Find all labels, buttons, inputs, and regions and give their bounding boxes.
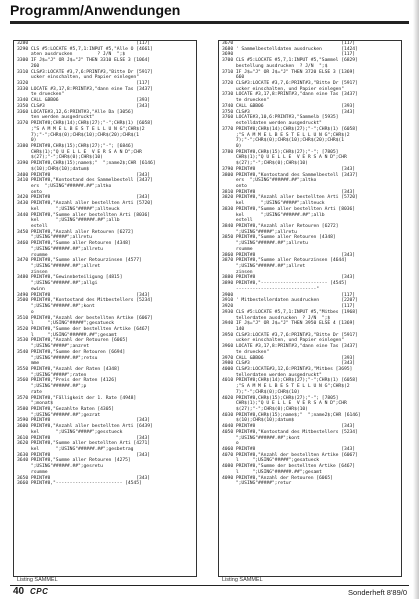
code-line: $(27);"-";CHR$(0);CHR$(10) (222, 161, 308, 167)
code-line: CHR$(1);"Q U E L L E V E R S A N D";CHR (222, 401, 347, 407)
code-line: 3490 PRINT#8 [343] (17, 292, 151, 298)
code-line: 3610 PRINT#8 [343] (17, 435, 151, 441)
code-line: 660 (222, 75, 245, 81)
code-line: 3630 PRINT#8 [343] (17, 452, 151, 458)
code-line: 3300 IF J$="J" OR J$="J" THEN 3310 ELSE 3 [1064] (17, 58, 151, 64)
code-line: 3960 LOCATE #3,17,8:PRINT#3,"dann eine Tas [3437] (222, 344, 358, 350)
code-line: ";USING"######.##";gezrat (17, 412, 101, 418)
code-line: ";USING"#####";allretu (17, 235, 92, 241)
code-line: 3580 PRINT#8,"Gezahlte Raten [4305] (17, 407, 115, 412)
code-line: 3690 [117] (222, 52, 356, 58)
page-number: 40 (13, 586, 25, 597)
code-line: $(10);CHR$(10);datum$ (222, 418, 295, 424)
code-line: 3620 PRINT#8,"Summe aller bestellten Arti [4271] (17, 441, 151, 447)
code-line: 7);"-";CHR$(0);CHR$(10) (222, 389, 300, 395)
code-line: 3350 CLS#3 [343] (17, 103, 151, 109)
code-line: 3480 PRINT#8,"Gewinnbeteiligung [4815] (17, 275, 123, 281)
listing-column-right (218, 40, 402, 577)
code-line: 4040 PRINT#8 [343] (222, 424, 356, 430)
code-line: ten werden ausgedruckt" (17, 115, 95, 121)
code-line: te druecken" (222, 98, 270, 104)
code-line: ers ";USING"######.##";altko (17, 183, 112, 189)
code-line: 3400 PRINT#8 [343] (17, 172, 151, 178)
code-line: estell (17, 224, 48, 229)
magazine-logo: CPC (30, 587, 49, 596)
code-line: $(27);"-";CHR$(0);CHR$(10) (17, 155, 103, 161)
code-line: 3920 [117] (222, 304, 356, 310)
code-line: ucker einschalten, und Papier einlegen" (222, 338, 344, 344)
code-line: tellerdaten werden ausgedruckt" (222, 372, 322, 378)
code-line: zinsen (222, 269, 253, 275)
code-line: 3800 PRINT#8,"Kontostand des Sammelbestell [3437] (222, 172, 358, 178)
code-line: 3370 PRINT#8;CHR$(14);CHR$(27);"-";CHR$(1) [6058] (17, 121, 153, 127)
code-line: 4060 PRINT#8 [343] (222, 447, 356, 453)
listing-label-right: Listing SAMMEL (222, 577, 263, 583)
code-line: 4010 PRINT#8;CHR$(14);CHR$(27);"-";CHR$(1) [6058] (222, 378, 358, 384)
code-line: 140 (222, 326, 245, 332)
code-line: ";USING"#####";anzret (17, 344, 90, 350)
code-line: 3670 [117] (222, 41, 356, 46)
code-line: ers ";USING"######.##";altko (222, 178, 317, 184)
code-line: zinsen (17, 269, 48, 275)
code-line: ";USING"#####";raten (17, 372, 87, 378)
code-line: 3320 [117] (17, 81, 151, 87)
code-line: 3880 PRINT#8 [343] (222, 275, 356, 281)
code-line: o (222, 441, 239, 447)
code-line: kel ";USING"######.##";gesbetrag (17, 447, 134, 453)
listing-label-left: Listing SAMMEL (17, 577, 58, 583)
code-line: 3780 PRINT#8,CHR$(15);CHR$(27);"-"; [7805] (222, 149, 339, 155)
code-line: 3510 PRINT#8,"Anzahl der bestellten Artike [6067] (17, 315, 153, 321)
code-line: kel ";USING"#####";allteuck (17, 206, 120, 212)
code-line: ";USING"######.##";kont (17, 304, 95, 310)
code-line: l ";USING"#####";gesatueck (17, 321, 115, 327)
code-line: 3760 LOCATE#3,10,6:PRINT#3,"Sammelb [5935] (222, 115, 339, 121)
code-line: ;"S A M M E L B E S T E L L U N G";CHR$(2 (17, 126, 145, 132)
code-line: 3730 LOCATE #3,17,8:PRINT#3,"dann eine Tas [3437] (222, 92, 358, 98)
code-line: 3460 PRINT#8,"Summe aller Retouren [4348] (17, 241, 131, 247)
code-line: mme (17, 361, 40, 367)
code-line: 3380 PRINT#8,CHR$(15);CHR$(27);"-"; [6846] (17, 143, 134, 149)
code-line: ";USING"######.##";allretu (17, 246, 103, 252)
code-line: kel ";USING"######.##";allb (222, 212, 325, 218)
code-line: rsumme (17, 469, 48, 475)
footer-rule (10, 585, 409, 586)
code-line: ";monat$ (17, 401, 54, 407)
code-line: 3560 PRINT#8,"Preis der Raten [4126] (17, 378, 117, 384)
code-line: aten ausdrucken ? J/N ";$ (17, 52, 126, 58)
code-line: rate (17, 389, 42, 395)
code-line: 3860 PRINT#8 [343] (222, 252, 356, 258)
code-line: 3600 PRINT#8,"Anzahl aller bestellten Arti [6439] (17, 424, 153, 430)
header-rule (10, 21, 409, 24)
code-line: ";USING"######.##";allret (222, 264, 306, 270)
code-line: rsumme (17, 252, 48, 258)
code-line: 3710 IF J$="J" OR J$="J" THEN 3720 ELSE 3 [1369] (222, 69, 356, 75)
code-line: 3340 CALL &BB06 [393] (17, 98, 151, 104)
code-line: kel ";USING"######.##";allb (17, 218, 120, 224)
code-line: 0) (222, 143, 242, 149)
code-line: onto (17, 189, 42, 195)
code-line: 3590 PRINT#8 [343] (17, 418, 151, 424)
code-line: ;"S A M M E L B E S T E L L U N G";CHR$(2 (222, 132, 350, 138)
code-line: 4030 PRINT#8,CHR$(15);name$;" ";name2$;CHR [6146] (222, 412, 361, 418)
code-line: -----------------------------" (222, 286, 320, 292)
code-line: ucker einschalten, und Papier einlegen" (17, 75, 139, 81)
code-line: 3870 PRINT#8,"Summe aller Retourzinsen [4644] (222, 258, 347, 264)
code-line: 3830 PRINT#8,"Summe aller bestellten Arti [8036] (222, 206, 356, 212)
code-line: o (17, 309, 34, 315)
code-line: estell (222, 218, 253, 224)
code-line: ";USING"######.##";allret (17, 264, 101, 270)
code-line: 3750 CLS#3 [343] (222, 109, 356, 115)
code-line: 3280 [117] (17, 41, 151, 46)
code-line: l ";USING"#####";gesatueck (222, 458, 320, 464)
code-line: 3390 PRINT#8,CHR$(15);name$;" ";name2$;CHR [6146] (17, 161, 156, 167)
code-line: CHR$(1);"Q U E L L E V E R S A N D";CHR (222, 155, 347, 161)
code-line: 3950 CLS#3:LOCATE #3,7,6:PRINT#3,"Bitte Dr [5917] (222, 332, 358, 338)
code-line: estelldaten werden ausgedruckt" (222, 121, 322, 127)
code-line: 3900 [117] (222, 292, 356, 298)
code-line: 3850 PRINT#8,"Summe aller Retouren [4348] (222, 235, 336, 241)
code-line: 3820 PRINT#8,"Anzahl aller bestellten Arti [5720] (222, 195, 358, 201)
code-line: 260 (17, 63, 40, 69)
code-line: 3550 PRINT#8,"Anzahl der Raten [4348] (17, 366, 120, 372)
code-line: te druecken" (222, 349, 270, 355)
code-line: 4070 PRINT#8,"Anzahl der bestellten Artike [6067] (222, 452, 358, 458)
code-line: 3980 CLS#3 [343] (222, 361, 356, 367)
code-line: 3540 PRINT#8,"Summe der Retouren [6694] (17, 349, 126, 355)
code-line: 3810 PRINT#8 [343] (222, 189, 356, 195)
code-line: ";USING"######.##";kont (222, 435, 300, 441)
code-line: 3520 PRINT#8,"Summe der bestellten Artike [6467] (17, 326, 151, 332)
code-line: 3330 LOCATE #3,17,8:PRINT#3,"dann eine Tas [3437] (17, 86, 153, 92)
code-line: kel ";USING"#####";gesstueck (17, 429, 123, 435)
scan-edge-shadow (413, 0, 419, 599)
code-line: 3640 PRINT#8,"Summe aller Retouren [4275] (17, 458, 131, 464)
code-line: 3650 PRINT#8 [343] (17, 475, 151, 481)
code-line: 3530 PRINT#8,"Anzahl der Retouren [6065] (17, 338, 128, 344)
code-line: 3290 CLS #5:LOCATE #5,7,1:INPUT #5,"Alle O [4661] (17, 46, 153, 52)
code-line: 3430 PRINT#8,"Anzahl aller bestellten Arti [5720] (17, 201, 153, 207)
code-line: 3570 PRINT#8,"Fälligkeit der 1. Rate [4948] (17, 395, 137, 401)
code-line: 3740 CALL &BB06 [393] (222, 103, 356, 109)
code-line: 3420 PRINT#8 [343] (17, 195, 151, 201)
code-line: $(27);"-";CHR$(0);CHR$(10) (222, 407, 308, 412)
code-line: ";USING"######.##";retsu (17, 355, 98, 361)
code-line: ucker einschalten, und Papier einlegen" (222, 86, 344, 92)
page-header-title: Programm/Anwendungen (10, 2, 181, 18)
code-line: ewinn (17, 286, 45, 292)
code-line: 3970 CALL &BB06 [393] (222, 355, 356, 361)
code-line: te druecken" (17, 92, 65, 98)
code-line: 3890 PRINT#8,"------------------------ [4545] (222, 281, 347, 287)
listing-column-left (13, 40, 197, 577)
code-line: ";USING"#####";allretu (222, 229, 297, 235)
code-line: ";USING"######.##";allgi (17, 281, 98, 287)
code-line: 3360 LOCATE#3,12,6:PRINT#3,"Alle Da [3056] (17, 109, 134, 115)
code-line: onto (222, 183, 247, 189)
code-line: 3840 PRINT#8,"Anzahl aller Retouren [6272] (222, 224, 339, 229)
code-line: 3940 IF J$="J" OR J$="J" THEN 3950 ELSE 4 [1369] (222, 321, 356, 327)
code-line: l ";USING"######.##";gesamt (17, 332, 117, 338)
code-line: 3720 CLS#3:LOCATE #3,7,6:PRINT#3,"Bitte Dr [5917] (222, 81, 358, 87)
code-line: ";USING"######.##";allretu (222, 241, 308, 247)
code-line: 7);"-";CHR$(0);CHR$(10);CHR$(20);CHR$(1 (17, 132, 139, 138)
code-line: tellerdaten ausdrucken ? J/N ";$ (222, 315, 331, 321)
code-line: ";USING"#####";retur (222, 481, 292, 487)
code-line: 3660 PRINT#8,"------------------------ [4545] (17, 481, 142, 487)
code-line: 3410 PRINT#8,"Kontostand des Sammelbestell [3437] (17, 178, 153, 184)
code-line: 3440 PRINT#8,"Summe aller bestellten Arti [8036] (17, 212, 151, 218)
issue-label: Sonderheft 8'89/0 (348, 588, 407, 597)
code-line: 7);"-";CHR$(0);CHR$(10);CHR$(20);CHR$(1 (222, 138, 344, 144)
code-line: 3910 ' Mitbestellerdaten ausdrucken [2207] (222, 298, 358, 304)
code-line: rsumme (222, 246, 253, 252)
code-line: 3470 PRINT#8,"Summe aller Retourzinsen [4577] (17, 258, 142, 264)
code-line: ;"S A M M E L B E S T E L L U N G";CHR$(2 (222, 384, 350, 390)
code-line: 4020 PRINT#8,CHR$(15);CHR$(27);"-"; [7805] (222, 395, 339, 401)
code-line: 3930 CLS #5:LOCATE #5,7,1:INPUT #5,"Mitbes [1968] (222, 309, 358, 315)
code-line: 3700 CLS #5:LOCATE #5,7,1:INPUT #5,"Sammel [6829] (222, 58, 358, 64)
code-line: CHR$(1);"Q U E L L E V E R S A N D";CHR (17, 149, 142, 155)
code-line: 3310 CLS#3:LOCATE #3,7,6:PRINT#3,"Bitte Dr [5917] (17, 69, 153, 75)
code-line: 3500 PRINT#8,"Kontostand des Mitbestellers [5234] (17, 298, 153, 304)
code-line: kel ";USING"#####";allteuck (222, 201, 325, 207)
code-line: 4090 PRINT#8,"Anzahl der Retouren [6065] (222, 475, 333, 481)
code-line: ";USING"######.##";gesretu (17, 464, 103, 470)
code-line: 3680 ' Sammelbestelldaten ausdrucken [1424] (222, 46, 358, 52)
code-line: bestellung ausdrucken ? J/N ";$ (222, 63, 328, 69)
code-line: l ";USING"######.##";gesamt (222, 469, 322, 475)
code-line: 0) (17, 138, 37, 144)
code-line: ";USING"######.##";p (17, 384, 87, 390)
code-line: 3790 PRINT#8 [343] (222, 166, 356, 172)
code-line: 4000 CLS#3:LOCATE#3,12,6:PRINT#3,"Mitbes [3695] (222, 366, 353, 372)
code-line: 3770 PRINT#8;CHR$(14);CHR$(27);"-";CHR$(1) [6058] (222, 126, 358, 132)
code-line: $(10);CHR$(10);datum$ (17, 166, 90, 172)
code-line: 4050 PRINT#8,"Kontostand des Mitbestellers [5234] (222, 429, 358, 435)
code-line: 3450 PRINT#8,"Anzahl aller Retouren [6272] (17, 229, 134, 235)
code-line: 4080 PRINT#8,"Summe der bestellten Artike [6467] (222, 464, 356, 470)
